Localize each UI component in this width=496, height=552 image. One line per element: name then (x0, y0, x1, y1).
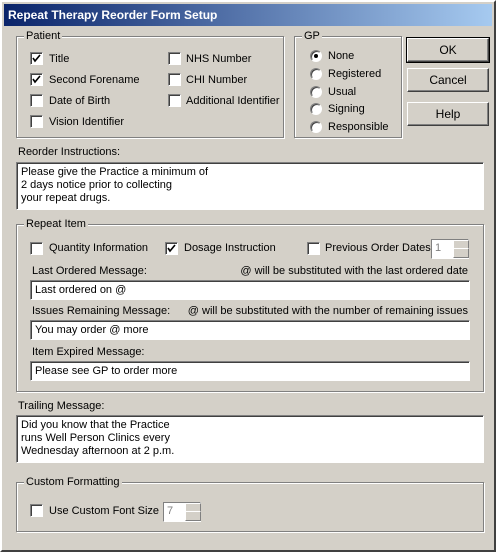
window-title: Repeat Therapy Reorder Form Setup (8, 8, 218, 22)
issues-remaining-message-label: Issues Remaining Message: (32, 305, 171, 317)
trailing-line-2: runs Well Person Clinics every (21, 432, 170, 444)
gp-signing-radio[interactable] (310, 103, 322, 115)
spinner-arrows[interactable] (453, 240, 468, 258)
previous-order-dates-spinner[interactable] (431, 239, 469, 259)
gp-signing-label[interactable]: Signing (328, 103, 365, 115)
last-ordered-hint: @ will be substituted with the last ordered date (240, 265, 468, 277)
custom-formatting-legend: Custom Formatting (26, 476, 120, 488)
date-of-birth-label[interactable]: Date of Birth (49, 95, 111, 107)
quantity-information-checkbox[interactable] (30, 242, 43, 255)
previous-order-dates-checkbox[interactable] (307, 242, 320, 255)
trailing-line-1: Did you know that the Practice (21, 419, 170, 431)
gp-usual-radio[interactable] (310, 86, 322, 98)
check-mark-icon (32, 54, 41, 63)
last-ordered-message-input[interactable] (30, 280, 470, 300)
item-expired-message-value: Please see GP to order more (35, 365, 178, 377)
title-checkbox-label[interactable]: Title (49, 53, 70, 65)
chi-number-label[interactable]: CHI Number (186, 74, 248, 86)
issues-remaining-hint: @ will be substituted with the number of remaining issues (187, 305, 468, 317)
item-expired-message-input[interactable] (30, 361, 470, 381)
issues-remaining-message-input[interactable] (30, 320, 470, 340)
spin-down-arrow-icon[interactable] (185, 511, 201, 521)
spinner-arrows[interactable] (185, 503, 200, 521)
check-mark-icon (32, 75, 41, 84)
last-ordered-message-label: Last Ordered Message: (32, 265, 147, 277)
trailing-line-3: Wednesday afternoon at 2 p.m. (21, 445, 175, 457)
gp-none-radio[interactable] (310, 50, 322, 62)
nhs-number-checkbox[interactable] (168, 52, 181, 65)
second-forename-checkbox[interactable] (30, 73, 43, 86)
vision-identifier-label[interactable]: Vision Identifier (49, 116, 125, 128)
custom-font-size-checkbox[interactable] (30, 504, 43, 517)
issues-remaining-message-value: You may order @ more (35, 324, 149, 336)
last-ordered-message-value: Last ordered on @ (35, 284, 127, 296)
gp-usual-label[interactable]: Usual (328, 86, 357, 98)
repeat-item-legend: Repeat Item (26, 218, 86, 230)
custom-font-size-value: 7 (167, 505, 174, 517)
gp-legend: GP (304, 30, 320, 42)
gp-responsible-label[interactable]: Responsible (328, 121, 389, 133)
item-expired-message-label: Item Expired Message: (32, 346, 145, 358)
additional-identifier-label[interactable]: Additional Identifier (186, 95, 280, 107)
custom-font-size-spinner[interactable] (163, 502, 201, 522)
trailing-message-label: Trailing Message: (18, 400, 105, 412)
date-of-birth-checkbox[interactable] (30, 94, 43, 107)
gp-registered-label[interactable]: Registered (328, 68, 382, 80)
vision-identifier-checkbox[interactable] (30, 115, 43, 128)
reorder-line-1: Please give the Practice a minimum of (21, 166, 209, 178)
dosage-instruction-checkbox[interactable] (165, 242, 178, 255)
check-mark-icon (167, 244, 176, 253)
nhs-number-label[interactable]: NHS Number (186, 53, 252, 65)
cancel-button[interactable]: Cancel (407, 68, 489, 92)
ok-button[interactable]: OK (407, 38, 489, 62)
gp-none-label[interactable]: None (328, 50, 355, 62)
reorder-line-3: your repeat drugs. (21, 192, 111, 204)
custom-font-size-label[interactable]: Use Custom Font Size (49, 505, 160, 517)
reorder-line-2: 2 days notice prior to collecting (21, 179, 173, 191)
trailing-message-textarea[interactable] (16, 415, 484, 463)
dosage-instruction-label[interactable]: Dosage Instruction (184, 242, 276, 254)
quantity-information-label[interactable]: Quantity Information (49, 242, 149, 254)
help-button[interactable]: Help (407, 102, 489, 126)
second-forename-label[interactable]: Second Forename (49, 74, 140, 86)
title-checkbox[interactable] (30, 52, 43, 65)
radio-selected-dot-icon (314, 54, 318, 58)
chi-number-checkbox[interactable] (168, 73, 181, 86)
reorder-instructions-label: Reorder Instructions: (18, 146, 121, 158)
spin-down-arrow-icon[interactable] (453, 248, 469, 258)
previous-order-dates-value: 1 (435, 242, 442, 254)
reorder-instructions-textarea[interactable] (16, 162, 484, 210)
gp-responsible-radio[interactable] (310, 121, 322, 133)
gp-registered-radio[interactable] (310, 68, 322, 80)
additional-identifier-checkbox[interactable] (168, 94, 181, 107)
previous-order-dates-label[interactable]: Previous Order Dates (325, 242, 431, 254)
title-bar[interactable] (4, 4, 492, 26)
patient-legend: Patient (26, 30, 61, 42)
